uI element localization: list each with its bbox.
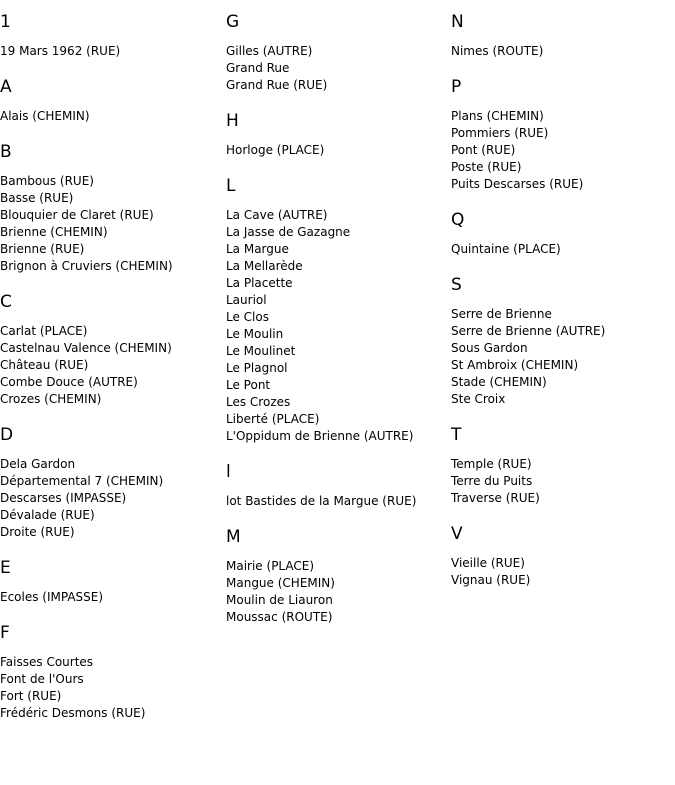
street-name: Mairie (PLACE)	[226, 559, 315, 573]
street-list	[226, 207, 450, 445]
street-name: Castelnau Valence (CHEMIN)	[0, 341, 172, 355]
street-name: Le Moulinet	[226, 344, 296, 358]
street-name: Crozes (CHEMIN)	[0, 392, 102, 406]
street-name: La Jasse de Gazagne	[226, 225, 351, 239]
letter-group	[451, 523, 675, 589]
street-name: Quintaine (PLACE)	[451, 242, 561, 256]
street-name: Descarses (IMPASSE)	[0, 491, 127, 505]
street-name: Horloge (PLACE)	[226, 143, 325, 157]
letter-group	[226, 11, 450, 94]
street-list	[0, 589, 225, 606]
street-name: Château (RUE)	[0, 358, 89, 372]
street-name: Alais (CHEMIN)	[0, 109, 90, 123]
street-name: Poste (RUE)	[451, 160, 522, 174]
street-name: Font de l'Ours	[0, 672, 84, 686]
letter-heading: C	[0, 292, 12, 312]
street-name: Serre de Brienne	[451, 307, 552, 321]
letter-heading: E	[0, 558, 11, 578]
street-name: Ecoles (IMPASSE)	[0, 590, 104, 604]
street-name: Le Clos	[226, 310, 269, 324]
street-name: Droite (RUE)	[0, 525, 75, 539]
street-name: La Placette	[226, 276, 293, 290]
street-name: Faisses Courtes	[0, 655, 94, 669]
street-name: Basse (RUE)	[0, 191, 74, 205]
street-name: Vignau (RUE)	[451, 573, 531, 587]
street-name: Moulin de Liauron	[226, 593, 333, 607]
street-name: Sous Gardon	[451, 341, 528, 355]
street-list	[451, 43, 675, 60]
street-name: Moussac (ROUTE)	[226, 610, 333, 624]
street-name: Les Crozes	[226, 395, 291, 409]
street-name: Lauriol	[226, 293, 267, 307]
street-list	[451, 555, 675, 589]
street-name: Brignon à Cruviers (CHEMIN)	[0, 259, 173, 273]
street-name: La Margue	[226, 242, 289, 256]
letter-heading: H	[226, 111, 239, 131]
letter-group	[0, 11, 225, 60]
street-name: La Mellarède	[226, 259, 303, 273]
street-name: Puits Descarses (RUE)	[451, 177, 584, 191]
index-column	[225, 11, 450, 785]
letter-group	[226, 461, 450, 510]
street-list	[0, 654, 225, 722]
letter-group	[451, 274, 675, 408]
letter-group	[451, 424, 675, 507]
letter-heading: M	[226, 527, 241, 547]
street-name: Le Plagnol	[226, 361, 288, 375]
street-name: Dévalade (RUE)	[0, 508, 95, 522]
index-column	[450, 11, 675, 785]
street-name: Dela Gardon	[0, 457, 76, 471]
letter-heading: T	[451, 425, 462, 445]
street-name: Pont (RUE)	[451, 143, 516, 157]
street-name: Plans (CHEMIN)	[451, 109, 544, 123]
street-list	[226, 493, 450, 510]
letter-group	[451, 11, 675, 60]
street-name: Grand Rue (RUE)	[226, 78, 328, 92]
street-name: Départemental 7 (CHEMIN)	[0, 474, 164, 488]
letter-group	[0, 141, 225, 275]
street-name: Brienne (RUE)	[0, 242, 85, 256]
street-list	[226, 43, 450, 94]
street-list	[0, 43, 225, 60]
street-name: Ste Croix	[451, 392, 506, 406]
letter-heading: A	[0, 77, 12, 97]
street-name: Brienne (CHEMIN)	[0, 225, 108, 239]
street-list	[0, 173, 225, 275]
letter-heading: B	[0, 142, 12, 162]
letter-heading: 1	[0, 12, 11, 32]
letter-group	[226, 175, 450, 445]
street-list	[451, 456, 675, 507]
street-name: Combe Douce (AUTRE)	[0, 375, 138, 389]
letter-group	[0, 291, 225, 408]
street-name: Liberté (PLACE)	[226, 412, 320, 426]
street-name: Terre du Puits	[451, 474, 533, 488]
street-name: Serre de Brienne (AUTRE)	[451, 324, 606, 338]
letter-heading: S	[451, 275, 462, 295]
street-name: Fort (RUE)	[0, 689, 62, 703]
street-name: Grand Rue	[226, 61, 290, 75]
street-name: Stade (CHEMIN)	[451, 375, 547, 389]
street-name: St Ambroix (CHEMIN)	[451, 358, 579, 372]
letter-heading: L	[226, 176, 236, 196]
index-column	[0, 11, 225, 785]
letter-heading: V	[451, 524, 463, 544]
street-name: Temple (RUE)	[451, 457, 532, 471]
street-name: 19 Mars 1962 (RUE)	[0, 44, 121, 58]
letter-heading: D	[0, 425, 14, 445]
street-list	[451, 306, 675, 408]
letter-heading: Q	[451, 210, 465, 230]
letter-group	[451, 76, 675, 193]
street-name: Gilles (AUTRE)	[226, 44, 313, 58]
street-name: Pommiers (RUE)	[451, 126, 549, 140]
street-list	[0, 456, 225, 541]
letter-group	[0, 424, 225, 541]
street-list	[226, 558, 450, 626]
street-name: Vieille (RUE)	[451, 556, 525, 570]
street-name: Traverse (RUE)	[451, 491, 540, 505]
letter-group	[0, 557, 225, 606]
street-list	[451, 108, 675, 193]
letter-group	[226, 110, 450, 159]
letter-group	[451, 209, 675, 258]
street-name: Bambous (RUE)	[0, 174, 94, 188]
letter-heading: F	[0, 623, 10, 643]
street-list	[451, 241, 675, 258]
letter-heading: P	[451, 77, 462, 97]
street-name: Le Pont	[226, 378, 271, 392]
letter-group	[0, 76, 225, 125]
street-list	[0, 108, 225, 125]
street-list	[0, 323, 225, 408]
street-name: La Cave (AUTRE)	[226, 208, 328, 222]
letter-heading: l	[226, 462, 231, 482]
street-name: Frédéric Desmons (RUE)	[0, 706, 146, 720]
street-name: lot Bastides de la Margue (RUE)	[226, 494, 417, 508]
street-name: Carlat (PLACE)	[0, 324, 88, 338]
street-name: Blouquier de Claret (RUE)	[0, 208, 154, 222]
street-name: Nimes (ROUTE)	[451, 44, 544, 58]
letter-heading: G	[226, 12, 240, 32]
street-name: Mangue (CHEMIN)	[226, 576, 335, 590]
street-name: Le Moulin	[226, 327, 284, 341]
letter-group	[226, 526, 450, 626]
street-name: L'Oppidum de Brienne (AUTRE)	[226, 429, 414, 443]
street-list	[226, 142, 450, 159]
letter-heading: N	[451, 12, 464, 32]
letter-group	[0, 622, 225, 722]
